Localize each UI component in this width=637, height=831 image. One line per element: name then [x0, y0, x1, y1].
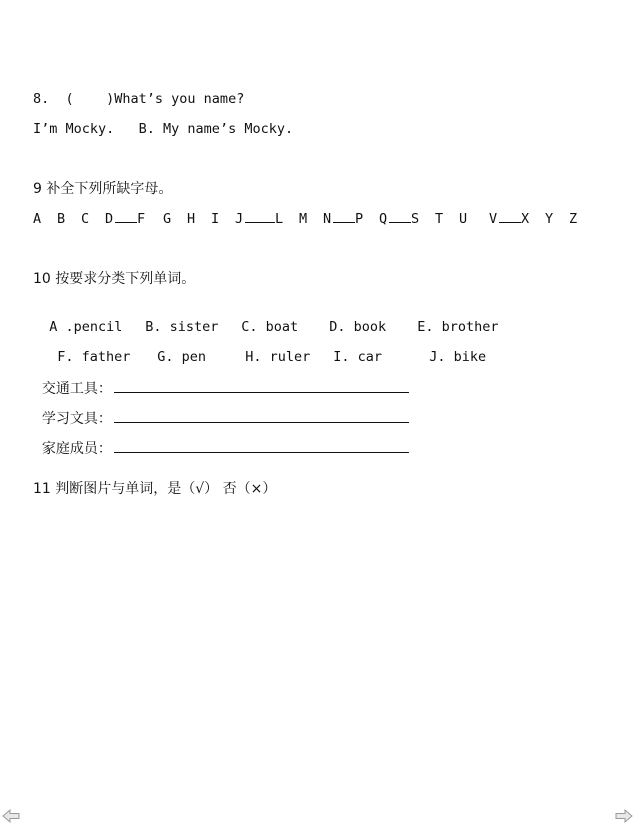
category-label: 学习文具： [41, 411, 112, 427]
letter: N [323, 211, 332, 227]
letter: Y [545, 211, 554, 227]
q10-title: 10 按要求分类下列单词。 [33, 271, 196, 287]
word-option: G. pen [157, 349, 207, 365]
letter: C [81, 211, 90, 227]
letter: H [187, 211, 196, 227]
letter: Q [379, 211, 388, 227]
letter: B [57, 211, 66, 227]
word-option: A .pencil [49, 319, 123, 335]
arrow-right-icon[interactable] [615, 809, 633, 823]
letter-blank[interactable] [499, 210, 521, 223]
letter: T [435, 211, 444, 227]
category-label: 交通工具： [41, 381, 112, 397]
q8-options: I’m Mocky. B. My name’s Mocky. [33, 121, 294, 137]
letter: S [411, 211, 420, 227]
letter: I [211, 211, 220, 227]
letter: G [163, 211, 172, 227]
q8-prompt: 8. ( )What’s you name? [33, 91, 245, 107]
letter-blank[interactable] [115, 210, 137, 223]
letter: M [299, 211, 308, 227]
word-option: E. brother [417, 319, 499, 335]
q9-title: 9 补全下列所缺字母。 [33, 181, 173, 197]
letter-blank[interactable] [245, 210, 275, 223]
letter: P [355, 211, 364, 227]
category-row-family [33, 420, 409, 458]
word-option: I. car [333, 349, 383, 365]
arrow-left-icon[interactable] [2, 809, 20, 823]
letter: F [137, 211, 146, 227]
q9-alphabet-row [33, 210, 581, 228]
letter: D [105, 211, 114, 227]
category-label: 家庭成员： [41, 441, 112, 457]
letter-blank[interactable] [333, 210, 355, 223]
letter: L [275, 211, 284, 227]
word-option: D. book [329, 319, 387, 335]
letter: J [235, 211, 244, 227]
word-option: J. bike [429, 349, 487, 365]
letter: A [33, 211, 42, 227]
answer-line[interactable] [114, 438, 409, 453]
word-option: H. ruler [245, 349, 311, 365]
letter: X [521, 211, 530, 227]
letter: Z [569, 211, 578, 227]
letter: V [489, 211, 498, 227]
word-option: C. boat [241, 319, 299, 335]
letter: U [459, 211, 468, 227]
word-option: F. father [57, 349, 131, 365]
q11-title: 11 判断图片与单词，是（√） 否（×） [33, 481, 277, 497]
word-option: B. sister [145, 319, 219, 335]
letter-blank[interactable] [389, 210, 411, 223]
